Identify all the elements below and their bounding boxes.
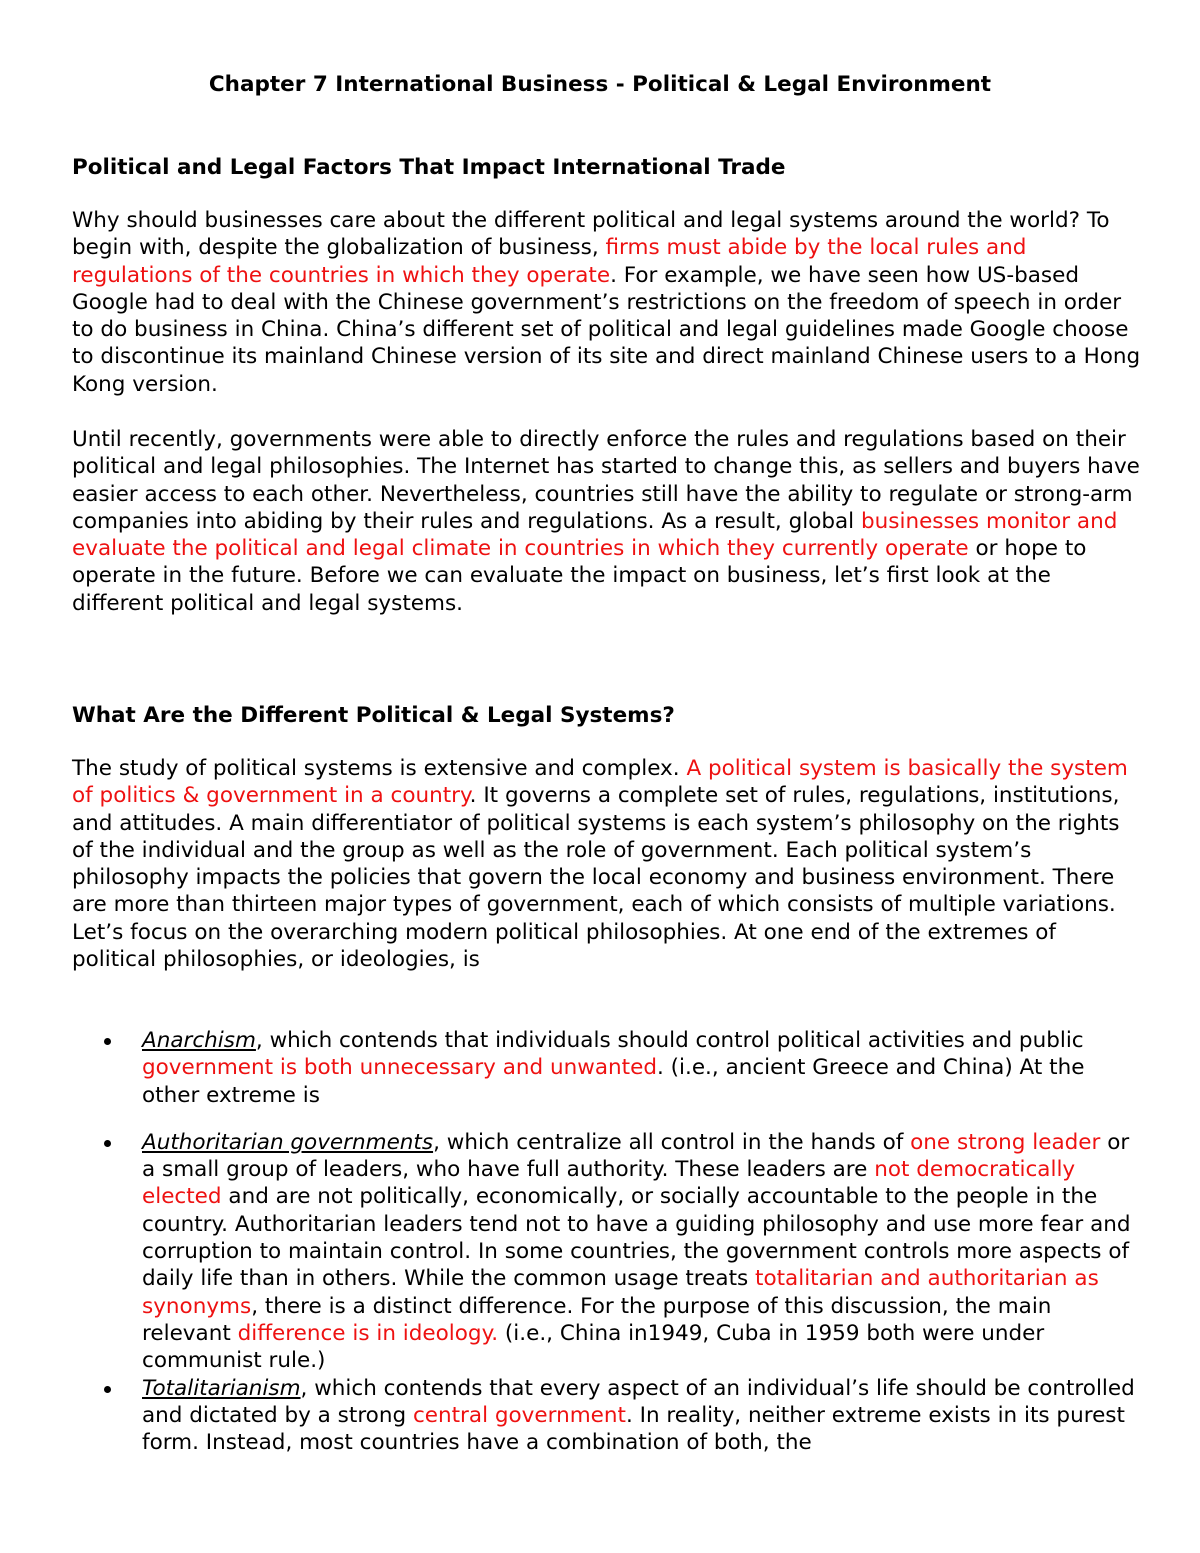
section-heading-systems: What Are the Different Political & Legal Systems? [72, 703, 675, 728]
text-run: (i.e., China in1949, Cuba in 1959 both were under communist rule.) [142, 1320, 1045, 1374]
highlighted-text: totalitarian and authoritarian as synonyms [142, 1266, 1099, 1319]
highlighted-text: government is both unnecessary and unwanted [142, 1055, 657, 1081]
highlighted-text: not democratically elected [142, 1157, 1076, 1210]
highlighted-text: difference is in ideology. [237, 1320, 499, 1346]
highlighted-text: central government [412, 1402, 626, 1428]
text-run: , which centralize all control in the hands of [433, 1129, 911, 1155]
paragraph-why-care [72, 207, 1142, 398]
text-run: or hope to operate in the future. Before we can evaluate the impact on business, let’s first look at the different political and legal systems. [72, 536, 1087, 616]
text-run: Why should businesses care about the different political and legal systems around the world? To begin with, despite the globalization of business, [72, 208, 1110, 261]
text-run: or a small group of leaders, who have full authority. These leaders are [142, 1129, 1130, 1183]
highlighted-text: firms must abide by the local rules and regulations of the countries in which they operate [72, 235, 1027, 288]
bullet-authoritarian [72, 1129, 1142, 1375]
bullet-term: Authoritarian governments [142, 1129, 434, 1155]
bullet-dot-icon [104, 1140, 111, 1147]
bullet-totalitarianism [72, 1375, 1142, 1457]
bullet-term: Totalitarianism [142, 1375, 301, 1401]
text-run: . In reality, neither extreme exists in its purest form. Instead, most countries have a combination of both, the [142, 1402, 1125, 1456]
text-run: . It governs a complete set of rules, regulations, institutions, and attitudes. A main differentiator of political systems is each system’s philosophy on the rights of the individual and the group as well as the role of government. Each political system’s philosophy impacts the policies that govern the local economy and business environment. There are more than thirteen major types of government, each of which consists of multiple variations. Let’s focus on the overarching modern political philosophies. At one end of the extremes of political philosophies, or ideologies, is [72, 783, 1120, 973]
section-heading-factors: Political and Legal Factors That Impact International Trade [72, 155, 786, 180]
highlighted-text: A political system is basically the system of politics & government in a country [72, 756, 1128, 809]
text-run: The study of political systems is extensive and complex. [72, 756, 687, 781]
text-run: . (i.e., ancient Greece and China) At the other extreme is [142, 1055, 1085, 1108]
highlighted-text: one strong leader [910, 1129, 1101, 1155]
bullet-anarchism [72, 1027, 1142, 1109]
text-run: , there is a distinct difference. For the purpose of this discussion, the main relevant [142, 1293, 1052, 1346]
paragraph-study-of-systems [72, 755, 1142, 973]
ideology-bullet-list [72, 1027, 1142, 1456]
bullet-term: Anarchism [142, 1028, 256, 1053]
text-run: , which contends that individuals should control political activities and public [255, 1028, 1084, 1053]
highlighted-text: businesses monitor and evaluate the political and legal climate in countries in which they currently operate [72, 508, 1118, 562]
bullet-body [142, 1028, 1084, 1108]
paragraph-until-recently [72, 426, 1142, 617]
bullet-text [142, 1376, 1135, 1456]
bullet-dot-icon [104, 1386, 111, 1393]
bullet-dot-icon [104, 1038, 111, 1045]
text-run: and are not politically, economically, or socially accountable to the people in the country. Authoritarian leaders tend not to have a guiding philosophy and use more fear and corruption to maintain control. In some countries, the government controls more aspects of daily life than in others. While the common usage treats [142, 1184, 1131, 1292]
bullet-text [142, 1028, 1084, 1108]
text-run: Until recently, governments were able to directly enforce the rules and regulations based on their political and legal philosophies. The Internet has started to change this, as sellers and buyers have easier access to each other. Nevertheless, countries still have the ability to regulate or strong-arm companies into abiding by their rules and regulations. As a result, global [72, 427, 1140, 534]
bullet-text [142, 1130, 1131, 1373]
page-title: Chapter 7 International Business - Political & Legal Environment [208, 72, 992, 97]
text-run: , which contends that every aspect of an individual’s life should be controlled and dictated by a strong [142, 1375, 1135, 1428]
text-run: . For example, we have seen how US-based Google had to deal with the Chinese government’s restrictions on the freedom of speech in order to do business in China. China’s different set of political and legal guidelines made Google choose to discontinue its mainland Chinese version of its site and direct mainland Chinese users to a Hong Kong version. [72, 262, 1141, 397]
bullet-body [142, 1130, 1131, 1373]
